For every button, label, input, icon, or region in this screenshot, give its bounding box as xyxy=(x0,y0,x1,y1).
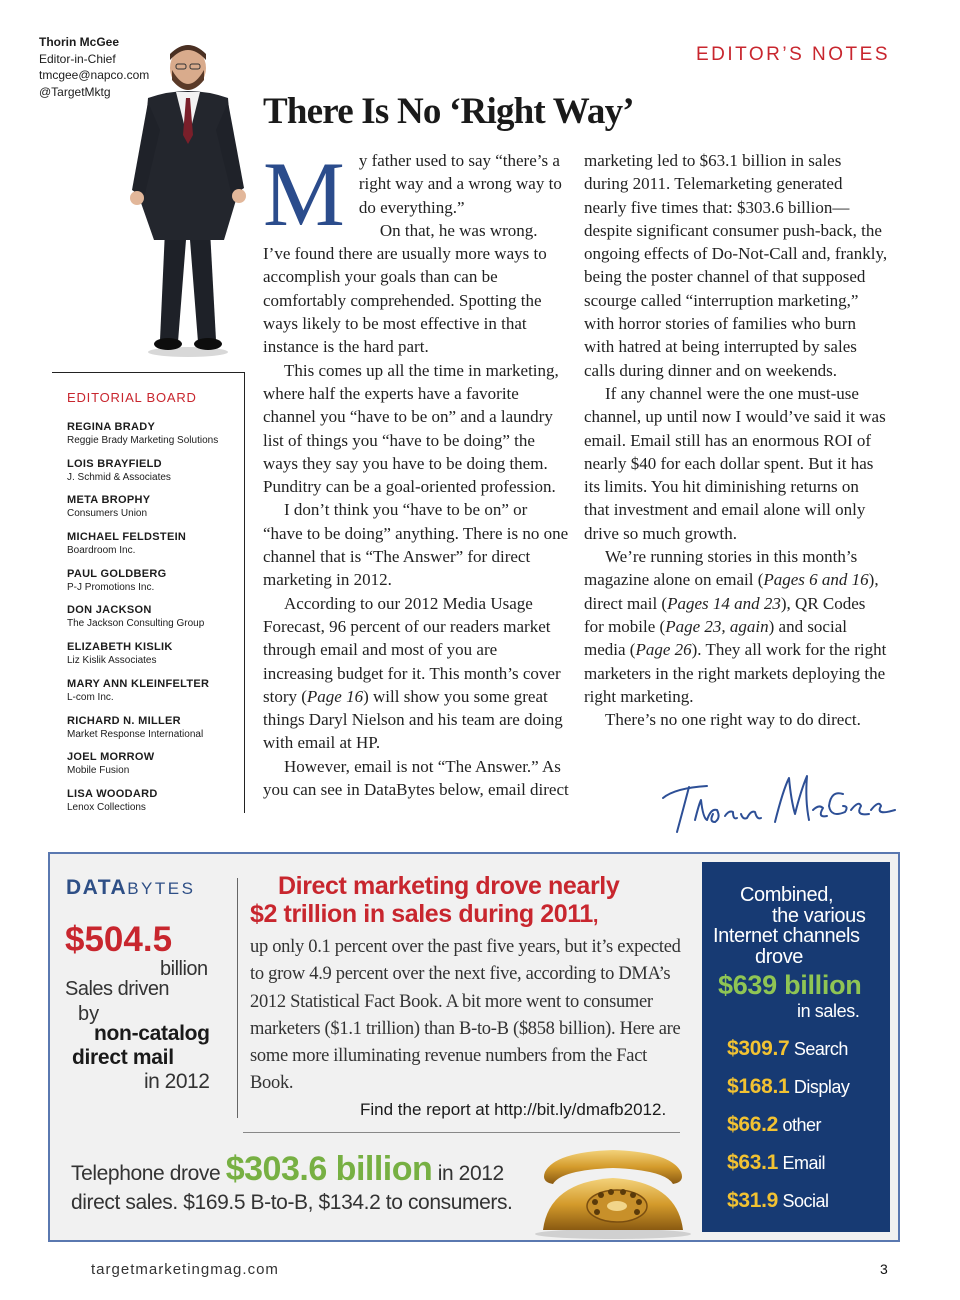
non-catalog-label: non-catalog xyxy=(94,1022,210,1045)
report-link[interactable]: Find the report at http://bit.ly/dmafb2012. xyxy=(360,1100,667,1119)
direct-mail-label: direct mail xyxy=(72,1046,174,1069)
article-paragraph: According to our 2012 Media Usage Forecast, 96 percent of our readers market through email and most of you are increasing budget for it. This month’s cover story (Page 16) will show you some great things Daryl Nielson and his team are doing with email at HP. xyxy=(263,593,563,753)
editor-email[interactable]: tmcgee@napco.com xyxy=(39,68,150,82)
article-column-1 xyxy=(263,143,569,801)
member-company: Market Response International xyxy=(67,728,204,740)
member-company: L-com Inc. xyxy=(67,691,114,703)
channel-row: $66.2 other xyxy=(727,1113,822,1136)
board-member xyxy=(67,751,242,788)
board-member xyxy=(67,421,242,458)
channel-list xyxy=(727,1037,849,1227)
board-member xyxy=(67,715,242,752)
member-name: ELIZABETH KISLIK xyxy=(67,641,173,654)
year-label: in 2012 xyxy=(144,1070,210,1093)
databytes-body: up only 0.1 percent over the past five years, but it’s expected to grow 4.9 percent over the next five, according to DMA’s 2012 Statistical Fact Book. A bit more went to consumer marketers ($1.1 trillion) than B-to-B ($858 billion). Here are some more illuminating revenue numbers from the Fact Book. xyxy=(250,937,681,1094)
member-company: Consumers Union xyxy=(67,508,148,520)
direct-mail-amount: $504.5 xyxy=(65,920,173,959)
editor-photo xyxy=(120,40,260,360)
article-paragraph: On that, he was wrong. I’ve found there are usually more ways to accomplish your goals than can be comfortably comprehended. Spotting the ways likely to be most effective in that instance is the hard part. xyxy=(263,220,547,357)
channel-row: $168.1 Display xyxy=(727,1075,850,1098)
board-member xyxy=(67,678,242,715)
member-name: REGINA BRADY xyxy=(67,421,156,433)
section-label: EDITOR’S NOTES xyxy=(695,44,890,65)
channel-row: $63.1 Email xyxy=(727,1151,826,1174)
member-name: RICHARD N. MILLER xyxy=(67,714,181,727)
member-name: META BROPHY xyxy=(67,494,151,507)
article-paragraph: We’re running stories in this month’s magazine alone on email (Pages 6 and 16), direct mail (Pages 14 and 23), QR Codes for mobile (Page 23, again) and social media (Page 26). They all work for the right marketers in the right markets deploying the right marketing. xyxy=(584,547,887,706)
divider xyxy=(237,878,238,1118)
editorial-board xyxy=(52,372,245,813)
member-company: Liz Kislik Associates xyxy=(67,655,157,667)
internet-channels-panel xyxy=(702,862,890,1232)
member-company: Lenox Collections xyxy=(67,801,146,813)
member-company: Reggie Brady Marketing Solutions xyxy=(67,435,219,446)
editorial-board-list xyxy=(67,421,242,825)
editor-name: Thorin McGee xyxy=(39,35,120,49)
board-member xyxy=(67,641,242,678)
databytes-logo: DATABYTES xyxy=(66,876,196,899)
telephone-amount: $303.6 billion xyxy=(225,1150,433,1188)
divider xyxy=(243,1132,680,1133)
databytes-headline: Direct marketing drove nearly $2 trillion in sales during 2011, xyxy=(250,872,620,928)
member-name: LISA WOODARD xyxy=(67,787,158,800)
rotary-phone-icon xyxy=(525,1142,700,1240)
article-paragraph: My father used to say “there’s a right way and a wrong way to do everything.” xyxy=(263,143,562,245)
board-member xyxy=(67,788,242,825)
page-title: There Is No ‘Right Way’ xyxy=(263,91,634,132)
board-member xyxy=(67,458,242,495)
member-company: Boardroom Inc. xyxy=(67,545,136,557)
in-sales-label: in sales. xyxy=(797,1001,860,1021)
footer-url[interactable]: targetmarketingmag.com xyxy=(91,1261,279,1278)
page-reference: Page 16 xyxy=(306,686,364,706)
board-member xyxy=(67,604,242,641)
page-number: 3 xyxy=(880,1261,888,1277)
drop-cap: M xyxy=(263,143,345,245)
internet-label: Combined, xyxy=(740,884,834,906)
article-paragraph: This comes up all the time in marketing, where half the experts have a favorite channel you “have to be on” and a laundry list of things you “have to be doing” the ways they say you have to be doing them. Punditry can be a goal-oriented profession. xyxy=(263,360,559,497)
board-member xyxy=(67,531,242,568)
member-company: J. Schmid & Associates xyxy=(67,471,171,483)
board-member xyxy=(67,494,242,531)
billion-label: billion xyxy=(160,958,208,980)
member-name: JOEL MORROW xyxy=(67,751,155,764)
editor-title: Editor-in-Chief xyxy=(39,51,116,66)
editor-twitter[interactable]: @TargetMktg xyxy=(39,84,111,99)
member-name: MARY ANN KLEINFELTER xyxy=(67,677,210,690)
member-name: DON JACKSON xyxy=(67,604,152,617)
member-company: Mobile Fusion xyxy=(67,765,130,777)
member-name: MICHAEL FELDSTEIN xyxy=(67,531,187,544)
article-paragraph: However, email is not “The Answer.” As you can see in DataBytes below, email direct xyxy=(263,756,569,800)
internet-total: $639 billion xyxy=(718,970,862,1000)
article-paragraph: If any channel were the one must-use channel, up until now I would’ve said it was email. Email still has an enormous ROI of nearly $40 for each dollar spent. But it has its limits. You hit diminishing returns on that investment and email alone will only drive so much growth. xyxy=(584,383,886,543)
channel-row: $31.9 Social xyxy=(727,1189,829,1212)
member-name: LOIS BRAYFIELD xyxy=(67,457,162,470)
channel-row: $309.7 Search xyxy=(727,1037,848,1060)
member-name: PAUL GOLDBERG xyxy=(67,567,167,580)
internet-label: the various xyxy=(772,905,866,927)
sales-driven-label: Sales driven xyxy=(65,978,170,1000)
telephone-breakdown: direct sales. $169.5 B-to-B, $134.2 to consumers. xyxy=(71,1191,513,1214)
by-label: by xyxy=(78,1003,100,1025)
telephone-stat: Telephone drove $303.6 billion in 2012 xyxy=(71,1150,504,1188)
editor-signature xyxy=(655,760,905,840)
article-paragraph: I don’t think you “have to be on” or “have to be doing” anything. There is no one channel that is “The Answer” for direct marketing in 2012. xyxy=(263,500,569,590)
internet-label: Internet channels xyxy=(713,925,860,947)
databytes-box xyxy=(48,852,900,1242)
board-member xyxy=(67,568,242,605)
article-column-2 xyxy=(584,149,888,731)
member-company: P-J Promotions Inc. xyxy=(67,581,155,593)
internet-label: drove xyxy=(755,946,804,968)
editorial-board-title: EDITORIAL BOARD xyxy=(67,390,197,405)
article-paragraph-continued: marketing led to $63.1 billion in sales during 2011. Telemarketing generated nearly five times that: $303.6 billion—despite significant consumer push-back, the ongoing effects of Do-Not-Call and, frankly, being the poster channel of that supposed scourge called “interruption marketing,” with horror stories of families who burn with hatred at being interrupted by sales calls during dinner and on weekends. xyxy=(584,151,888,380)
article-paragraph: There’s no one right way to do direct. xyxy=(605,710,861,730)
member-company: The Jackson Consulting Group xyxy=(67,618,205,630)
